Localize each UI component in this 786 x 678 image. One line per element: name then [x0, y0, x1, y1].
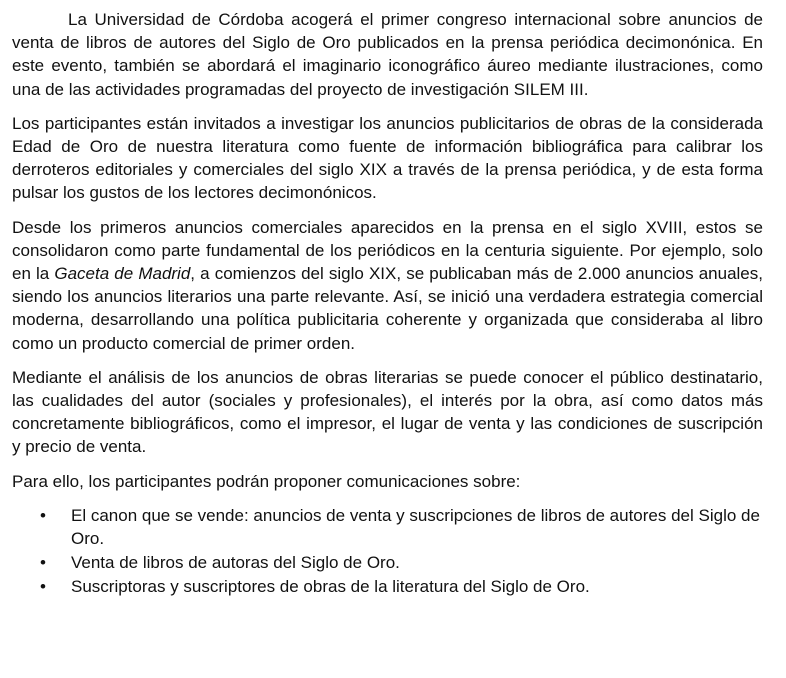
bullet-icon: • [40, 505, 46, 525]
paragraph-history [12, 216, 763, 355]
history-text-start: Desde los primeros anuncios comerciales aparecidos en la prensa en el siglo XVIII, estos se consolidaron como parte fundamental de los periódicos en la centuria siguiente. Por ejemplo, solo en la [12, 217, 763, 284]
list-item-text: Suscriptoras y suscriptores de obras de la literatura del Siglo de Oro. [71, 577, 590, 597]
topics-list [12, 504, 763, 599]
list-item-text: Venta de libros de autoras del Siglo de Oro. [71, 553, 400, 573]
list-item [12, 551, 763, 574]
bullet-icon: • [40, 553, 46, 573]
history-text-end: , a comienzos del siglo XIX, se publicaban más de 2.000 anuncios anuales, siendo los anuncios literarios una parte relevante. Así, se inició una verdadera estrategia comercial moderna, desarrollando una política publicitaria coherente y organizada que consideraba al libro como un producto comercial de primer orden. [12, 264, 763, 353]
paragraph-intro: La Universidad de Córdoba acogerá el primer congreso internacional sobre anuncios de venta de libros de autores del Siglo de Oro publicados en la prensa periódica decimonónica. En este evento, también se abordará el imaginario iconográfico áureo mediante ilustraciones, como una de las actividades programadas del proyecto de investigación SILEM III. [12, 10, 763, 99]
list-item-text: El canon que se vende: anuncios de venta y suscripciones de libros de autores del Siglo de Oro. [71, 505, 760, 549]
list-item [12, 575, 763, 598]
list-item [12, 504, 763, 550]
paragraph-invitation: Los participantes están invitados a investigar los anuncios publicitarios de obras de la considerada Edad de Oro de nuestra literatura como fuente de información bibliográfica para calibrar los derroteros editoriales y comerciales del siglo XIX a través de la prensa periódica, y de esta forma pulsar los gustos de los lectores decimonónicos. [12, 113, 763, 203]
newspaper-title: Gaceta de Madrid [54, 264, 191, 284]
bullet-icon: • [40, 577, 46, 597]
paragraph-topics-intro: Para ello, los participantes podrán proponer comunicaciones sobre: [12, 471, 521, 491]
paragraph-analysis: Mediante el análisis de los anuncios de obras literarias se puede conocer el público destinatario, las cualidades del autor (sociales y profesionales), el interés por la obra, así como datos más concretamente bibliográficos, como el impresor, el lugar de venta y las condiciones de suscripción y precio de venta. [12, 367, 763, 457]
